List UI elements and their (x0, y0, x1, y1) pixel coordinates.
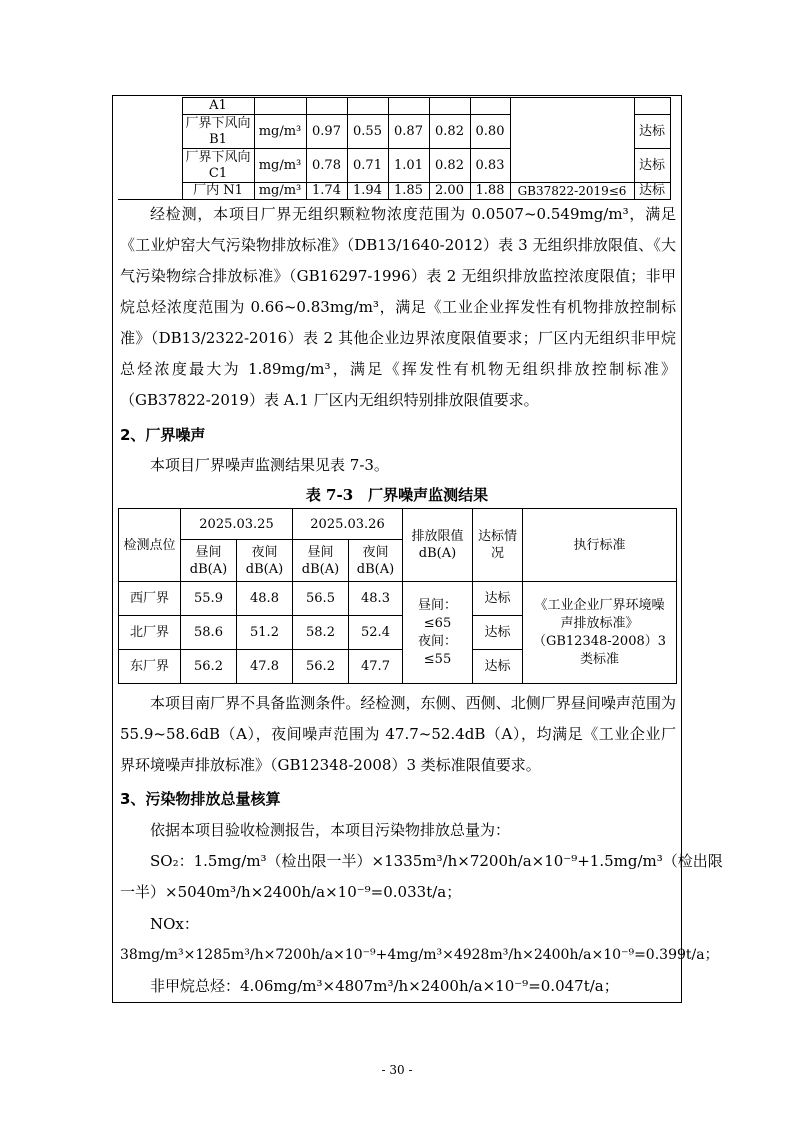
page-number: - 30 - (381, 1063, 413, 1077)
table-row: 东厂界 56.2 47.8 56.2 47.7 达标 (119, 650, 677, 684)
nox-formula: 38mg/m³×1285m³/h×7200h/a×10⁻⁹+4mg/m³×4928m³/h×2400h/a×10⁻⁹=0.399t/a； (120, 947, 719, 963)
nox-label: NOx： (150, 915, 199, 933)
so2-formula-line2: 一半）×5040m³/h×2400h/a×10⁻⁹=0.033t/a； (120, 883, 462, 901)
section-heading-noise: 2、厂界噪声 (120, 426, 206, 444)
paragraph-total-intro: 依据本项目验收检测报告，本项目污染物排放总量为： (150, 821, 511, 839)
col-header-date1: 2025.03.25 (181, 509, 293, 540)
table-row: 西厂界 55.9 48.8 56.5 48.3 昼间：≤65 夜间：≤55 达标 《工业企业厂界环境噪声排放标准》（GB12348-2008）3 类标准 (119, 582, 677, 616)
paragraph-noise-result: 本项目南厂界不具备监测条件。经检测，东侧、西侧、北侧厂界昼间噪声范围为 55.9~58.6dB（A），夜间噪声范围为 47.7~52.4dB（A），均满足《工业企业厂界环境噪声排放标准》（GB12348-2008）3 类标准限值要求。 (120, 694, 676, 774)
so2-formula-line1: SO₂：1.5mg/m³（检出限一半）×1335m³/h×7200h/a×10⁻⁹+1.5mg/m³（检出限 (150, 852, 723, 870)
col-header-status: 达标情况 (473, 509, 523, 582)
table-caption: 表 7-3 厂界噪声监测结果 (305, 486, 489, 504)
point-cell: 厂界下风向C1 (182, 149, 254, 183)
table-row: 厂内 N1 mg/m³ 1.74 1.94 1.85 2.00 1.88 GB37822-2019≤6 达标 (118, 183, 670, 200)
vocs-formula: 非甲烷总烃：4.06mg/m³×4807m³/h×2400h/a×10⁻⁹=0.047t/a； (150, 977, 619, 995)
col-header-standard: 执行标准 (523, 509, 677, 582)
paragraph-air: 经检测，本项目厂界无组织颗粒物浓度范围为 0.0507~0.549mg/m³，满足《工业炉窑大气污染物排放标准》（DB13/1640-2012）表 3 无组织排放限值、《大气污染物综合排放标准》（GB16297-1996）表 2 无组织排放监控浓度限值；非甲烷总烃浓度范围为 0.66~0.83mg/m³，满足《工业企业挥发性有机物排放控制标准》（DB13/2322-2016）表 2 其他企业边界浓度限值要求；厂区内无组织非甲烷总烃浓度最大为 1.89mg/m³，满足《挥发性有机物无组织排放控制标准》（GB37822-2019）表 A.1 厂区内无组织特别排放限值要求。 (120, 205, 676, 409)
table-row: 厂界下风向C1 mg/m³ 0.78 0.71 1.01 0.82 0.83 达标 (118, 149, 670, 183)
noise-table (118, 508, 677, 684)
col-header-limit: 排放限值dB(A) (403, 509, 473, 582)
limit-cell: 昼间：≤65 夜间：≤55 (403, 582, 473, 684)
point-cell: 厂界下风向B1 (182, 115, 254, 149)
table-header-row: 昼间dB(A) 夜间dB(A) 昼间dB(A) 夜间dB(A) (119, 540, 677, 582)
top-table (118, 97, 671, 200)
section-heading-total: 3、污染物排放总量核算 (120, 790, 281, 808)
table-row: 厂界下风向B1 mg/m³ 0.97 0.55 0.87 0.82 0.80 达标 (118, 115, 670, 149)
table-row: 北厂界 58.6 51.2 58.2 52.4 达标 (119, 616, 677, 650)
standard-cell: 《工业企业厂界环境噪声排放标准》（GB12348-2008）3 类标准 (523, 582, 677, 684)
table-row (118, 98, 670, 115)
point-cell: A1 (182, 98, 254, 115)
paragraph-noise-intro: 本项目厂界噪声监测结果见表 7-3。 (150, 456, 389, 474)
table-header-row (119, 509, 677, 540)
col-header-date2: 2025.03.26 (293, 509, 403, 540)
col-header-point: 检测点位 (119, 509, 181, 582)
point-cell: 厂内 N1 (182, 183, 254, 200)
